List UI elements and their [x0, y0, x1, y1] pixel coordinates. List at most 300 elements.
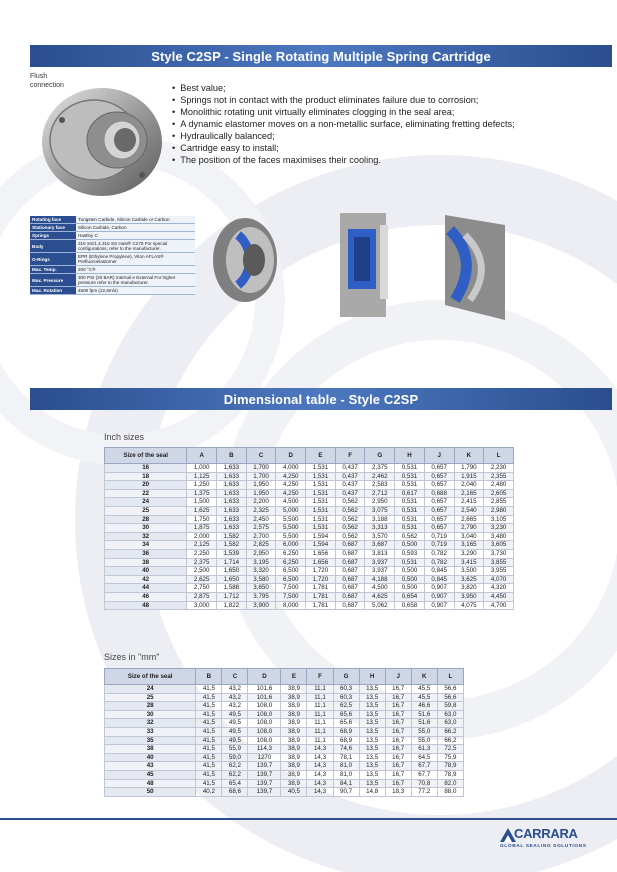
dimension-cell: 0,562: [335, 515, 365, 524]
dimension-cell: 139,7: [248, 779, 281, 788]
dimension-cell: 1,875: [187, 524, 217, 533]
dimension-cell: 3,570: [365, 532, 395, 541]
dimension-cell: 0,500: [395, 584, 425, 593]
dimension-cell: 0,658: [395, 601, 425, 610]
seal-size-cell: 38: [105, 558, 187, 567]
dimension-cell: 16,7: [385, 779, 411, 788]
dimension-cell: 3,795: [246, 592, 276, 601]
dimension-cell: 1,822: [217, 601, 247, 610]
dimension-cell: 2,950: [365, 498, 395, 507]
dimension-cell: 3,165: [454, 541, 484, 550]
inch-header-cell: E: [306, 448, 336, 464]
dimension-cell: 14,8: [359, 788, 385, 797]
dimension-cell: 3,650: [246, 584, 276, 593]
dimension-cell: 3,075: [365, 506, 395, 515]
dimension-cell: 2,250: [187, 549, 217, 558]
dimension-cell: 41,5: [196, 719, 222, 728]
dimension-cell: 41,5: [196, 685, 222, 694]
dimension-cell: 0,500: [395, 541, 425, 550]
dimension-cell: 16,7: [385, 685, 411, 694]
dimension-cell: 65,6: [333, 719, 359, 728]
dimension-cell: 13,5: [359, 727, 385, 736]
dimension-cell: 55,0: [411, 736, 437, 745]
cutaway-right: [445, 215, 505, 320]
dimension-cell: 43,2: [222, 702, 248, 711]
dimension-cell: 2,462: [365, 472, 395, 481]
dimension-cell: 2,375: [187, 558, 217, 567]
table-row: [105, 558, 514, 567]
inch-header-cell: C: [246, 448, 276, 464]
dimension-cell: 0,437: [335, 489, 365, 498]
dimension-cell: 0,657: [424, 498, 454, 507]
dimension-cell: 4,188: [365, 575, 395, 584]
dimension-cell: 3,290: [454, 549, 484, 558]
dimension-cell: 13,5: [359, 736, 385, 745]
dimension-cell: 1,582: [217, 532, 247, 541]
dimension-cell: 1,250: [187, 481, 217, 490]
dimension-cell: 1,656: [306, 558, 336, 567]
dimension-cell: 1,633: [217, 472, 247, 481]
dimension-cell: 41,5: [196, 745, 222, 754]
dimension-cell: 108,0: [248, 702, 281, 711]
mm-header-cell: D: [248, 669, 281, 685]
inch-header-cell: J: [424, 448, 454, 464]
footer-divider: [0, 818, 617, 820]
mm-dimensions-table: [104, 668, 464, 797]
dimension-cell: 3,605: [484, 541, 514, 550]
seal-size-cell: 35: [105, 736, 196, 745]
dimension-cell: 1,781: [306, 601, 336, 610]
dimension-cell: 38,9: [281, 770, 307, 779]
dimension-cell: 59,0: [222, 753, 248, 762]
page-title: Style C2SP - Single Rotating Multiple Spring Cartridge: [151, 48, 491, 64]
dimension-cell: 0,687: [335, 549, 365, 558]
seal-size-cell: 24: [105, 685, 196, 694]
dimension-cell: 3,040: [454, 532, 484, 541]
feature-item: • Best value;: [172, 82, 592, 94]
dimension-cell: 46,6: [411, 702, 437, 711]
dimension-cell: 0,562: [335, 524, 365, 533]
dimension-cell: 0,531: [395, 506, 425, 515]
dimension-cell: 1,588: [217, 584, 247, 593]
table-row: [105, 498, 514, 507]
dimension-cell: 68,9: [333, 736, 359, 745]
dimension-cell: 1,531: [306, 524, 336, 533]
dimension-cell: 2,125: [187, 541, 217, 550]
dimension-cell: 67,7: [411, 762, 437, 771]
dimension-cell: 2,450: [246, 515, 276, 524]
table-row: [105, 745, 464, 754]
dimension-cell: 0,654: [395, 592, 425, 601]
table-row: [105, 575, 514, 584]
table-row: [105, 702, 464, 711]
dimension-cell: 4,500: [365, 584, 395, 593]
dimension-cell: 0,907: [424, 584, 454, 593]
inch-header-cell: Size of the seal: [105, 448, 187, 464]
dimension-cell: 11,1: [307, 727, 333, 736]
dimension-cell: 0,657: [424, 464, 454, 473]
dimension-cell: 2,575: [246, 524, 276, 533]
dimension-cell: 14,3: [307, 762, 333, 771]
dimension-cell: 139,7: [248, 770, 281, 779]
dimension-cell: 3,480: [484, 532, 514, 541]
dimension-cell: 13,5: [359, 702, 385, 711]
table-row: [105, 472, 514, 481]
dimension-cell: 6,250: [276, 549, 306, 558]
dimension-cell: 0,687: [335, 575, 365, 584]
dimension-cell: 0,593: [395, 549, 425, 558]
dimension-cell: 1,539: [217, 549, 247, 558]
dimension-cell: 14,3: [307, 779, 333, 788]
seal-size-cell: 32: [105, 532, 187, 541]
dimension-cell: 2,165: [454, 489, 484, 498]
dimension-cell: 2,000: [187, 532, 217, 541]
dimension-cell: 61,3: [411, 745, 437, 754]
inch-header-cell: F: [335, 448, 365, 464]
dimension-cell: 3,195: [246, 558, 276, 567]
dimension-cell: 18,3: [385, 788, 411, 797]
inch-header-cell: A: [187, 448, 217, 464]
dimension-cell: 1,720: [306, 567, 336, 576]
dimension-cell: 3,950: [454, 592, 484, 601]
seal-size-cell: 30: [105, 710, 196, 719]
dimension-cell: 13,5: [359, 762, 385, 771]
dimension-cell: 41,5: [196, 727, 222, 736]
dimension-cell: 1,000: [187, 464, 217, 473]
dimension-cell: 84,1: [333, 779, 359, 788]
dimension-cell: 13,5: [359, 779, 385, 788]
seal-size-cell: 46: [105, 592, 187, 601]
dimension-cell: 1,712: [217, 592, 247, 601]
dimension-cell: 41,5: [196, 753, 222, 762]
material-spec-table: [30, 216, 195, 295]
dimension-cell: 51,6: [411, 710, 437, 719]
dimension-cell: 41,5: [196, 762, 222, 771]
dimension-cell: 0,782: [424, 558, 454, 567]
dimension-cell: 5,500: [276, 524, 306, 533]
dimension-cell: 14,3: [307, 753, 333, 762]
dimension-cell: 0,719: [424, 541, 454, 550]
dimension-cell: 64,5: [411, 753, 437, 762]
seal-size-cell: 50: [105, 788, 196, 797]
dimension-cell: 2,950: [246, 549, 276, 558]
dimension-cell: 14,3: [307, 788, 333, 797]
mm-header-cell: F: [307, 669, 333, 685]
mm-header-cell: K: [411, 669, 437, 685]
table-row: [105, 524, 514, 533]
table-row: [105, 464, 514, 473]
inch-header-cell: L: [484, 448, 514, 464]
dimension-cell: 2,500: [187, 567, 217, 576]
dimension-cell: 1,781: [306, 592, 336, 601]
dimension-cell: 0,531: [395, 481, 425, 490]
seal-size-cell: 38: [105, 745, 196, 754]
dimension-cell: 1,650: [217, 567, 247, 576]
seal-size-cell: 18: [105, 472, 187, 481]
dimension-cell: 68,6: [222, 788, 248, 797]
dimension-cell: 16,7: [385, 710, 411, 719]
dimension-cell: 2,200: [246, 498, 276, 507]
feature-item: • Monolithic rotating unit virtually eliminates clogging in the seal area;: [172, 106, 592, 118]
dimension-cell: 3,500: [454, 567, 484, 576]
dimension-cell: 0,437: [335, 464, 365, 473]
dimension-cell: 66,2: [437, 727, 463, 736]
dimension-cell: 2,583: [365, 481, 395, 490]
table-row: [105, 541, 514, 550]
seal-size-cell: 20: [105, 481, 187, 490]
seal-size-cell: 22: [105, 489, 187, 498]
dimension-cell: 78,9: [437, 770, 463, 779]
dimension-cell: 49,5: [222, 727, 248, 736]
dimension-cell: 1,531: [306, 515, 336, 524]
dimension-cell: 59,8: [437, 702, 463, 711]
dimension-cell: 62,2: [222, 762, 248, 771]
dimension-cell: 2,230: [484, 464, 514, 473]
table-row: [105, 601, 514, 610]
dimension-cell: 51,6: [411, 719, 437, 728]
dimension-cell: 0,845: [424, 567, 454, 576]
dimension-cell: 2,325: [246, 506, 276, 515]
dimension-cell: 0,617: [395, 489, 425, 498]
dimension-cell: 16,7: [385, 736, 411, 745]
table-row: [105, 549, 514, 558]
mm-header-cell: J: [385, 669, 411, 685]
dimension-cell: 2,040: [454, 481, 484, 490]
dimension-cell: 3,820: [454, 584, 484, 593]
cartridge-seal-photo: [32, 80, 172, 205]
dimension-cell: 2,875: [187, 592, 217, 601]
dimension-cell: 1,531: [306, 481, 336, 490]
dimension-cell: 1,700: [246, 464, 276, 473]
dimension-cell: 67,7: [411, 770, 437, 779]
dimension-cell: 16,7: [385, 727, 411, 736]
dimension-cell: 4,070: [484, 575, 514, 584]
dimension-cell: 0,687: [335, 584, 365, 593]
dimension-cell: 1,633: [217, 481, 247, 490]
dimension-cell: 0,562: [335, 498, 365, 507]
spec-row: Springs Hastloy C: [30, 232, 195, 240]
dimension-cell: 114,3: [248, 745, 281, 754]
dimension-cell: 0,531: [395, 498, 425, 507]
dimension-cell: 49,5: [222, 719, 248, 728]
dimension-cell: 1,531: [306, 506, 336, 515]
dimension-cell: 6,000: [276, 541, 306, 550]
dimension-cell: 1,714: [217, 558, 247, 567]
dimension-cell: 74,6: [333, 745, 359, 754]
dimension-cell: 65,4: [222, 779, 248, 788]
dimension-cell: 45,5: [411, 693, 437, 702]
dimension-cell: 5,500: [276, 532, 306, 541]
dimension-cell: 0,687: [335, 601, 365, 610]
dimension-cell: 2,665: [454, 515, 484, 524]
dimension-cell: 38,9: [281, 719, 307, 728]
seal-size-cell: 34: [105, 541, 187, 550]
mm-header-cell: H: [359, 669, 385, 685]
mm-header-cell: C: [222, 669, 248, 685]
dimension-cell: 90,7: [333, 788, 359, 797]
dimension-cell: 0,719: [424, 532, 454, 541]
dimension-cell: 6,500: [276, 575, 306, 584]
dimension-cell: 0,531: [395, 464, 425, 473]
dimension-cell: 0,657: [424, 524, 454, 533]
dimension-cell: 14,3: [307, 745, 333, 754]
inch-header-cell: K: [454, 448, 484, 464]
dimension-cell: 1,633: [217, 506, 247, 515]
dimension-cell: 41,5: [196, 736, 222, 745]
dimension-cell: 16,7: [385, 770, 411, 779]
inch-header-cell: G: [365, 448, 395, 464]
dimension-cell: 81,0: [333, 770, 359, 779]
table-row: [105, 506, 514, 515]
dimension-cell: 16,7: [385, 762, 411, 771]
dimension-cell: 16,7: [385, 693, 411, 702]
brand-tagline: GLOBAL SEALING SOLUTIONS: [500, 844, 587, 849]
dimension-cell: 38,9: [281, 685, 307, 694]
dimension-cell: 3,813: [365, 549, 395, 558]
seal-size-cell: 33: [105, 727, 196, 736]
dimension-cell: 38,9: [281, 745, 307, 754]
dimension-cell: 7,500: [276, 592, 306, 601]
dimension-cell: 0,437: [335, 472, 365, 481]
dimension-cell: 0,437: [335, 481, 365, 490]
spec-row: Max. Pressure 300 PSI (20 BAR) Internal e External For higher pressure refer to the manufacturer.: [30, 274, 195, 287]
dimension-cell: 43,2: [222, 693, 248, 702]
dimension-cell: 16,7: [385, 702, 411, 711]
dimension-cell: 16,7: [385, 745, 411, 754]
cutaway-left: [213, 218, 277, 302]
dimension-cell: 1,781: [306, 584, 336, 593]
table-row: [105, 762, 464, 771]
flush-connection-label: Flush connection: [30, 73, 64, 89]
dimension-cell: 1,375: [187, 489, 217, 498]
seal-size-cell: 28: [105, 702, 196, 711]
inch-header-cell: B: [217, 448, 247, 464]
dimension-cell: 3,937: [365, 567, 395, 576]
table-row: [105, 753, 464, 762]
dimension-cell: 11,1: [307, 736, 333, 745]
table-row: [105, 685, 464, 694]
seal-size-cell: 44: [105, 584, 187, 593]
dimension-cell: 38,9: [281, 753, 307, 762]
dimension-cell: 1,633: [217, 515, 247, 524]
dimension-cell: 3,900: [246, 601, 276, 610]
table-row: [105, 532, 514, 541]
dimension-cell: 2,415: [454, 498, 484, 507]
dimension-cell: 78,9: [437, 762, 463, 771]
spec-row: Max. Rotation 4500 fpm (22,8m/s): [30, 287, 195, 295]
dimension-cell: 3,580: [246, 575, 276, 584]
dimension-cell: 2,540: [454, 506, 484, 515]
dimension-cell: 49,5: [222, 736, 248, 745]
mm-header-cell: B: [196, 669, 222, 685]
dimension-cell: 2,625: [187, 575, 217, 584]
dimension-cell: 1,700: [246, 472, 276, 481]
dimension-cell: 60,3: [333, 693, 359, 702]
dimension-cell: 1,915: [454, 472, 484, 481]
table-row: [105, 693, 464, 702]
seal-size-cell: 24: [105, 498, 187, 507]
dimension-cell: 2,355: [484, 472, 514, 481]
dimension-cell: 3,415: [454, 558, 484, 567]
dimension-cell: 0,782: [424, 549, 454, 558]
dimension-cell: 0,907: [424, 592, 454, 601]
dimension-cell: 55,9: [222, 745, 248, 754]
brand-name: CARRARA: [514, 826, 578, 841]
mm-header-cell: E: [281, 669, 307, 685]
dimension-cell: 13,5: [359, 710, 385, 719]
seal-size-cell: 42: [105, 575, 187, 584]
dimension-cell: 2,790: [454, 524, 484, 533]
dimension-cell: 1,633: [217, 464, 247, 473]
dimension-cell: 0,687: [335, 592, 365, 601]
dimension-cell: 0,657: [424, 481, 454, 490]
seal-size-cell: 48: [105, 601, 187, 610]
dimension-cell: 3,937: [365, 558, 395, 567]
dimension-cell: 38,9: [281, 736, 307, 745]
dimension-cell: 4,250: [276, 481, 306, 490]
dimension-cell: 0,562: [335, 532, 365, 541]
dimension-cell: 3,313: [365, 524, 395, 533]
dimension-cell: 13,5: [359, 745, 385, 754]
dimension-cell: 1,720: [306, 575, 336, 584]
dimension-cell: 0,500: [395, 575, 425, 584]
dimension-cell: 2,825: [246, 541, 276, 550]
seal-cutaway-illustrations: [210, 205, 510, 325]
dimension-cell: 13,5: [359, 693, 385, 702]
dimension-cell: 88,0: [437, 788, 463, 797]
dimension-cell: 108,0: [248, 736, 281, 745]
dimension-cell: 38,9: [281, 702, 307, 711]
dimension-cell: 41,5: [196, 770, 222, 779]
dimension-cell: 75,9: [437, 753, 463, 762]
dimension-cell: 2,480: [484, 481, 514, 490]
dimension-cell: 0,562: [395, 532, 425, 541]
dimension-cell: 11,1: [307, 702, 333, 711]
mm-header-cell: G: [333, 669, 359, 685]
inch-dimensions-table: [104, 447, 514, 610]
seal-size-cell: 40: [105, 567, 187, 576]
dimension-cell: 1,790: [454, 464, 484, 473]
spec-row: Max. Temp. 200 °C®: [30, 266, 195, 274]
dimension-cell: 40,5: [281, 788, 307, 797]
mm-header-cell: Size of the seal: [105, 669, 196, 685]
dimensional-title: Dimensional table - Style C2SP: [223, 391, 419, 407]
table-row: [105, 736, 464, 745]
dimension-cell: 56,6: [437, 685, 463, 694]
dimension-cell: 4,250: [276, 489, 306, 498]
dimension-cell: 11,1: [307, 719, 333, 728]
seal-size-cell: 36: [105, 549, 187, 558]
dimension-cell: 0,688: [424, 489, 454, 498]
spec-row: O-Rings EPR (Ethylene Propylene), Viton AFLAS® Perfluoroelastomer: [30, 253, 195, 266]
dimension-cell: 55,0: [411, 727, 437, 736]
dimension-cell: 41,5: [196, 710, 222, 719]
dimension-cell: 38,9: [281, 693, 307, 702]
dimension-cell: 3,230: [484, 524, 514, 533]
spec-row: Stationary face Silicon Carbide, Carbon: [30, 224, 195, 232]
table-row: [105, 727, 464, 736]
dimension-cell: 2,750: [187, 584, 217, 593]
table-row: [105, 719, 464, 728]
spec-row: Rotating face Tungsten Carbide, Silicon Carbide or Carbon: [30, 216, 195, 224]
dimension-cell: 3,105: [484, 515, 514, 524]
dimension-cell: 77,2: [411, 788, 437, 797]
inch-header-cell: D: [276, 448, 306, 464]
dimension-cell: 5,500: [276, 515, 306, 524]
dimension-cell: 72,5: [437, 745, 463, 754]
dimension-cell: 1,625: [187, 506, 217, 515]
seal-size-cell: 16: [105, 464, 187, 473]
